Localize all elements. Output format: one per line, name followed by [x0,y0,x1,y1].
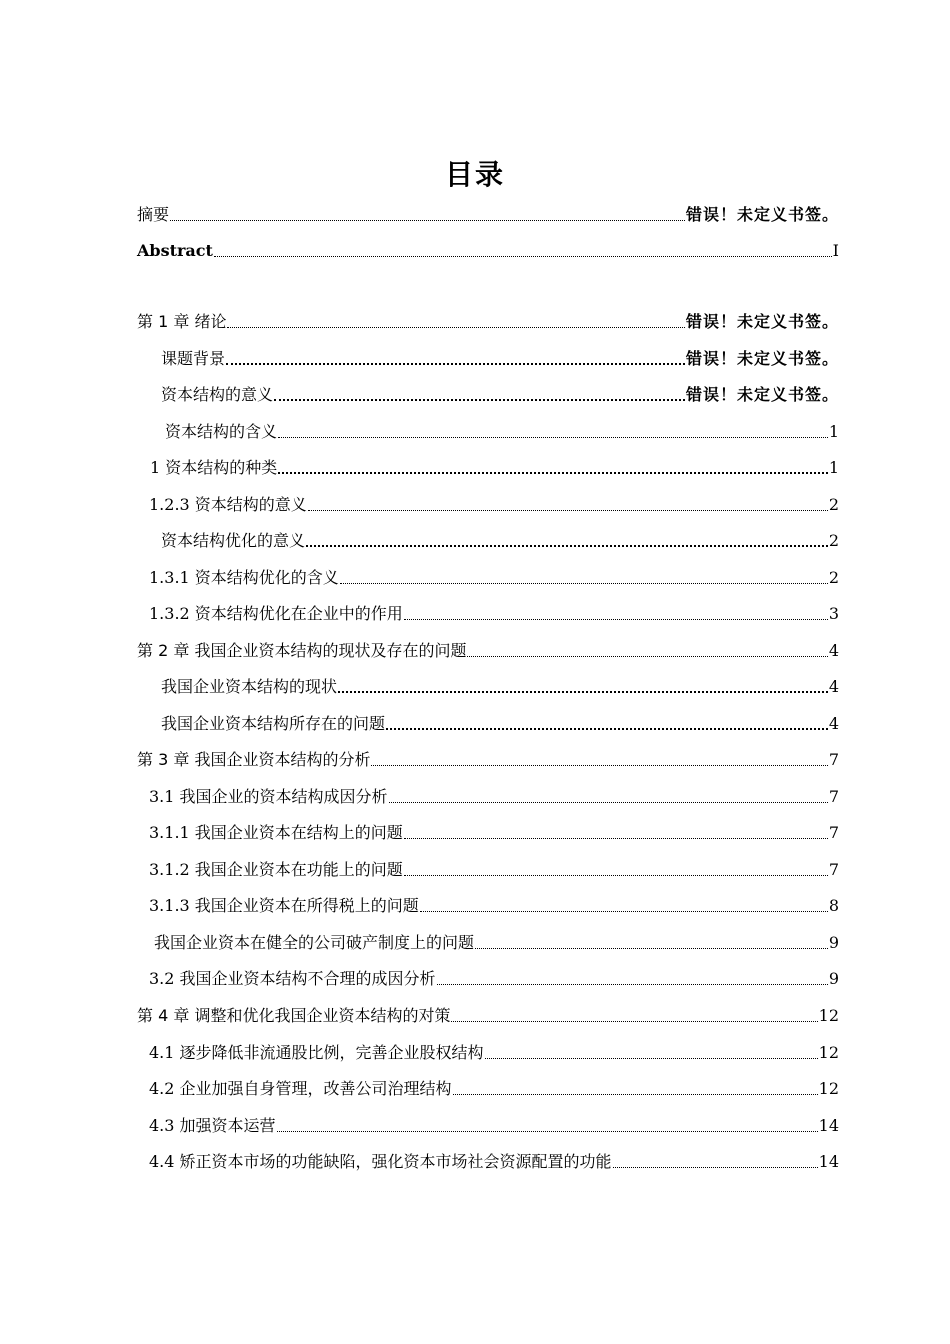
dot-leader [453,1093,818,1095]
dot-leader [277,1130,818,1132]
toc-entry-label: 1.3.1 资本结构优化的含义 [149,568,339,587]
toc-list [137,0,839,1344]
toc-entry-page: 12 [818,1079,839,1098]
toc-entry-page: 1 [828,422,839,441]
toc-entry-label: 我国企业资本结构所存在的问题 [161,714,386,733]
toc-entry-page: 9 [828,969,839,988]
toc-entry-label: 4.4 矫正资本市场的功能缺陷，强化资本市场社会资源配置的功能 [149,1152,612,1171]
dot-leader [386,727,828,730]
toc-entry-page: 7 [828,750,839,769]
toc-entry-page: 7 [828,823,839,842]
toc-entry-subsection[interactable] [149,595,839,625]
dot-leader [278,436,828,438]
toc-entry-page: 14 [818,1152,839,1171]
toc-entry-label: Abstract [137,241,213,260]
toc-entry-label: 4.1 逐步降低非流通股比例，完善企业股权结构 [149,1043,484,1062]
toc-entry-section[interactable] [149,1070,839,1100]
toc-entry-label: 4.2 企业加强自身管理，改善公司治理结构 [149,1079,452,1098]
toc-entry-subsection[interactable] [165,413,839,443]
dot-leader [404,618,828,620]
toc-entry-page: 8 [828,896,839,915]
toc-entry-section[interactable] [161,376,839,406]
toc-entry-section[interactable] [149,1143,839,1173]
dot-leader [404,874,828,876]
toc-entry-section[interactable] [149,960,839,990]
toc-entry-page: 2 [828,568,839,587]
toc-entry-page: 12 [818,1006,839,1025]
dot-leader [226,362,685,365]
toc-entry-abstract-cn[interactable] [137,196,839,226]
toc-entry-page: 3 [828,604,839,623]
toc-entry-section[interactable] [161,522,839,552]
dot-leader [338,690,828,693]
toc-title: 目录 [444,158,505,191]
dot-leader [371,764,827,766]
toc-entry-section[interactable] [161,705,839,735]
dot-leader [389,801,828,803]
dot-leader [274,398,685,401]
dot-leader [404,837,828,839]
toc-entry-subsection[interactable] [150,449,839,479]
toc-entry-page: 4 [828,677,839,696]
dot-leader [467,655,827,657]
dot-leader [437,983,828,985]
dot-leader [278,471,828,474]
toc-entry-label: 1 资本结构的种类 [150,458,278,477]
toc-entry-subsection[interactable] [149,887,839,917]
toc-entry-label: 资本结构优化的意义 [161,531,306,550]
dot-leader [170,219,685,221]
toc-entry-page: 错误！未定义书签。 [685,385,839,404]
toc-entry-page: 7 [828,860,839,879]
dot-leader [475,947,828,949]
dot-leader [227,326,685,328]
dot-leader [451,1020,817,1022]
toc-entry-section[interactable] [149,1107,839,1137]
toc-entry-abstract-en[interactable] [137,232,839,262]
toc-entry-label: 1.3.2 资本结构优化在企业中的作用 [149,604,403,623]
toc-entry-label: 资本结构的含义 [165,422,278,441]
toc-entry-chapter-4[interactable] [137,997,839,1027]
toc-entry-page: 4 [828,714,839,733]
toc-entry-page: 2 [828,531,839,550]
toc-entry-page: 4 [828,641,839,660]
toc-entry-subsection[interactable] [149,559,839,589]
toc-entry-label: 3.1.3 我国企业资本在所得税上的问题 [149,896,419,915]
toc-entry-label: 第 3 章 我国企业资本结构的分析 [137,750,371,769]
toc-entry-subsection[interactable] [149,486,839,516]
toc-entry-label: 课题背景 [161,349,226,368]
toc-entry-section[interactable] [149,778,839,808]
toc-entry-label: 第 4 章 调整和优化我国企业资本结构的对策 [137,1006,451,1025]
toc-entry-page: 1 [828,458,839,477]
dot-leader [308,509,828,511]
toc-entry-subsection[interactable] [154,924,839,954]
toc-entry-page: 9 [828,933,839,952]
toc-entry-label: 我国企业资本在健全的公司破产制度上的问题 [154,933,475,952]
toc-entry-subsection[interactable] [149,814,839,844]
toc-entry-page: 7 [828,787,839,806]
dot-leader [420,910,828,912]
toc-entry-label: 3.1.1 我国企业资本在结构上的问题 [149,823,403,842]
toc-entry-page: I [832,241,839,260]
toc-entry-label: 3.2 我国企业资本结构不合理的成因分析 [149,969,436,988]
toc-entry-label: 资本结构的意义 [161,385,274,404]
toc-entry-label: 第 1 章 绪论 [137,312,227,331]
toc-entry-label: 4.3 加强资本运营 [149,1116,276,1135]
dot-leader [214,255,832,257]
toc-entry-label: 摘要 [137,205,170,224]
dot-leader [485,1057,818,1059]
toc-entry-page: 错误！未定义书签。 [685,205,839,224]
toc-entry-page: 14 [818,1116,839,1135]
toc-entry-chapter-2[interactable] [137,632,839,662]
toc-entry-page: 12 [818,1043,839,1062]
toc-entry-section[interactable] [149,1034,839,1064]
dot-leader [613,1166,818,1168]
dot-leader [340,582,828,584]
toc-entry-page: 2 [828,495,839,514]
toc-entry-label: 1.2.3 资本结构的意义 [149,495,307,514]
toc-entry-label: 第 2 章 我国企业资本结构的现状及存在的问题 [137,641,467,660]
toc-entry-label: 我国企业资本结构的现状 [161,677,338,696]
toc-entry-section[interactable] [161,668,839,698]
dot-leader [306,544,828,547]
toc-entry-page: 错误！未定义书签。 [685,312,839,331]
toc-entry-chapter-3[interactable] [137,741,839,771]
toc-entry-label: 3.1 我国企业的资本结构成因分析 [149,787,388,806]
toc-entry-subsection[interactable] [149,851,839,881]
toc-entry-page: 错误！未定义书签。 [685,349,839,368]
toc-entry-label: 3.1.2 我国企业资本在功能上的问题 [149,860,403,879]
toc-entry-section[interactable] [161,340,839,370]
toc-entry-chapter-1[interactable] [137,303,839,333]
